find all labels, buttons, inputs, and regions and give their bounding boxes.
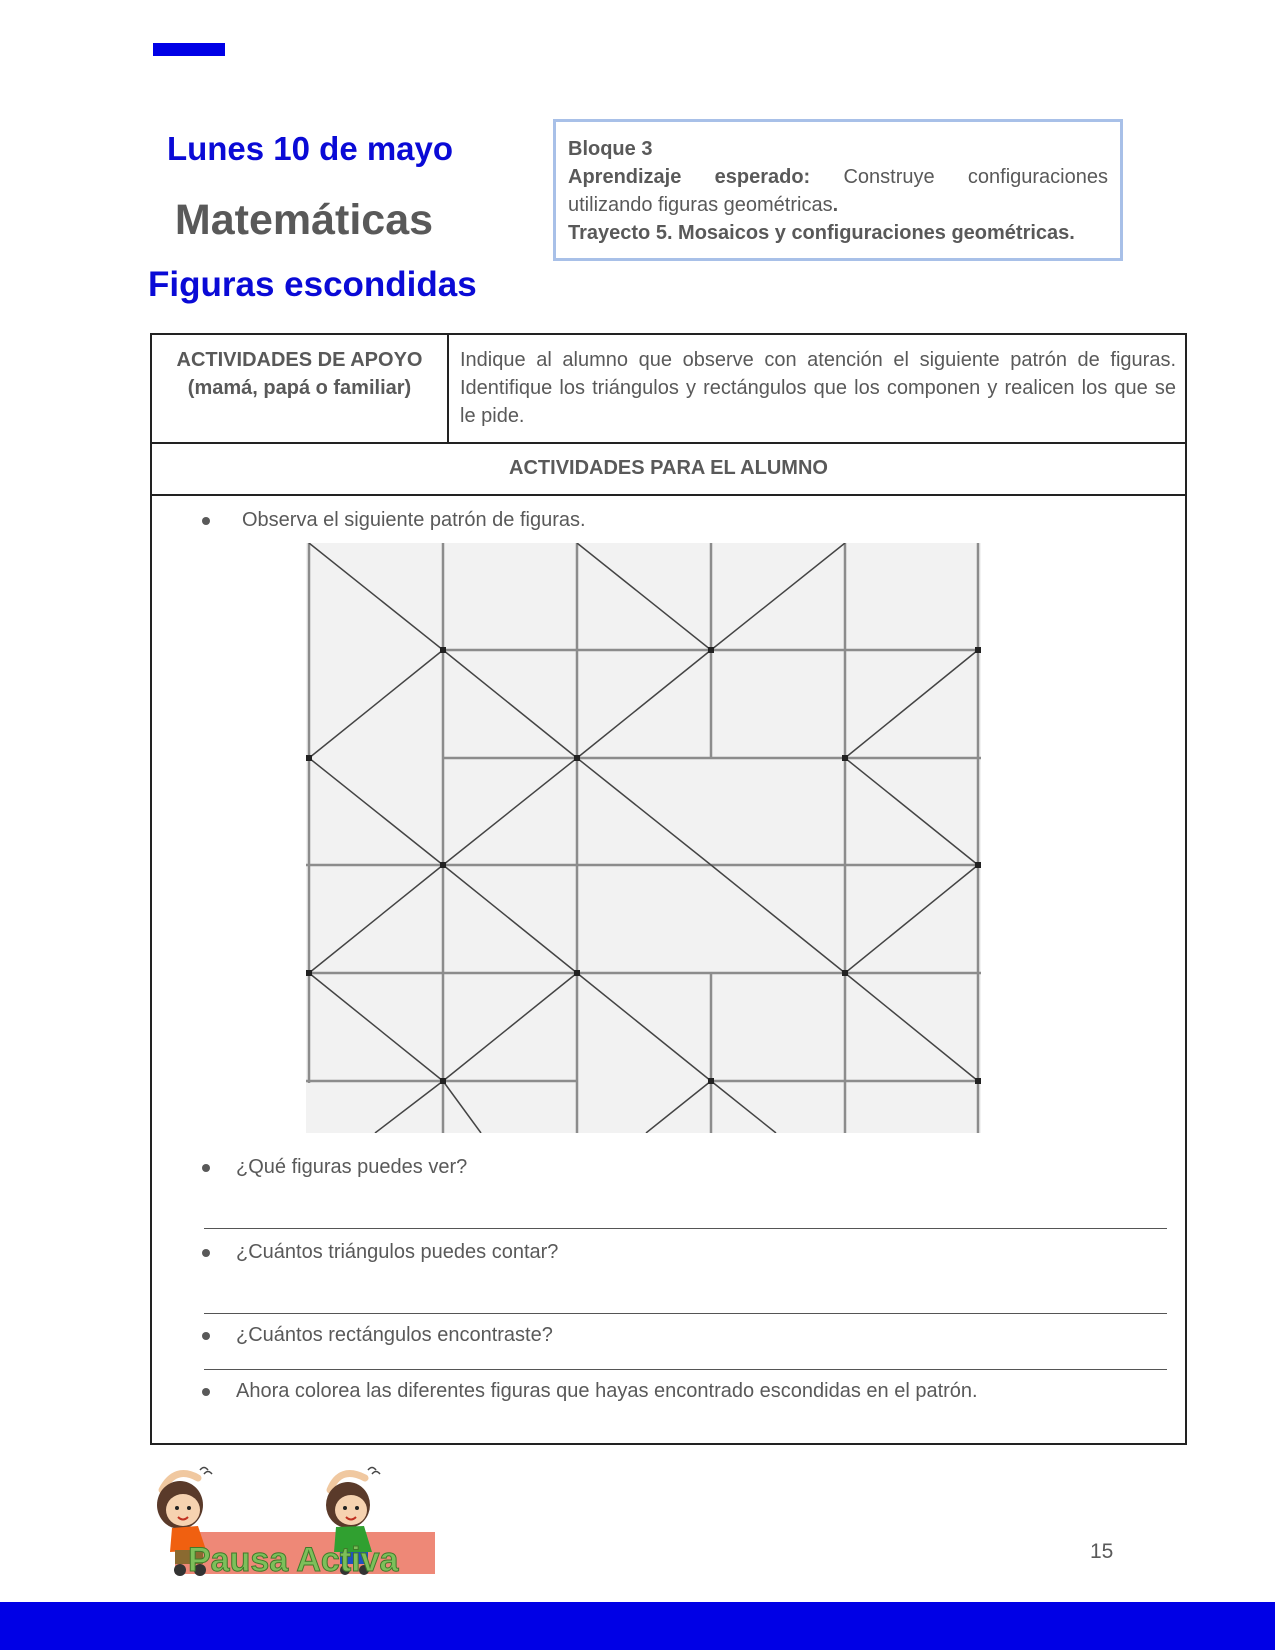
bullet-dot (202, 517, 210, 525)
top-accent-bar (153, 43, 225, 56)
answer-line[interactable] (204, 1313, 1167, 1314)
bullet-dot (202, 1388, 210, 1396)
support-label-line1: ACTIVIDADES DE APOYO (176, 349, 423, 371)
footer-bar (0, 1602, 1275, 1650)
bullet-dot (202, 1249, 210, 1257)
answer-line[interactable] (204, 1369, 1167, 1370)
learning-end: . (832, 194, 839, 216)
question-text: ¿Cuántos triángulos puedes contar? (236, 1241, 559, 1263)
trajectory-text: Trayecto 5. Mosaicos y configuraciones geométricas. (568, 222, 1075, 244)
learning-text: Construye configuraciones utilizando figuras geométricas (568, 166, 1108, 216)
badge-text: Pausa Activa (188, 1541, 399, 1579)
bullet-dot (202, 1332, 210, 1340)
subject-title: Matemáticas (174, 196, 434, 244)
activities-table (150, 333, 1187, 1445)
support-label (152, 335, 449, 442)
hidden-figures-pattern (306, 543, 981, 1133)
support-text: Indique al alumno que observe con atención el siguiente patrón de figuras. Identifique los triángulos y rectángulos que los componen y realicen los que se le pide. (460, 349, 1176, 427)
topic-title: Figuras escondidas (148, 265, 477, 304)
answer-line[interactable] (204, 1228, 1167, 1229)
support-row (152, 335, 1185, 444)
question-text: ¿Qué figuras puedes ver? (236, 1156, 468, 1178)
pausa-activa-badge (150, 1460, 450, 1580)
learning-label: Aprendizaje esperado: (568, 166, 811, 188)
question-text: ¿Cuántos rectángulos encontraste? (236, 1324, 553, 1346)
support-label-line2: (mamá, papá o familiar) (187, 377, 412, 399)
block-label: Bloque 3 (568, 138, 653, 160)
page-date: Lunes 10 de mayo (166, 130, 454, 167)
question-text: Ahora colorea las diferentes figuras que hayas encontrado escondidas en el patrón. (236, 1380, 978, 1402)
block-info-box (553, 119, 1123, 261)
bullet-dot (202, 1164, 210, 1172)
page-number: 15 (1090, 1540, 1114, 1563)
student-activities-header: ACTIVIDADES PARA EL ALUMNO (152, 442, 1185, 496)
instruction-text: Observa el siguiente patrón de figuras. (242, 509, 586, 531)
